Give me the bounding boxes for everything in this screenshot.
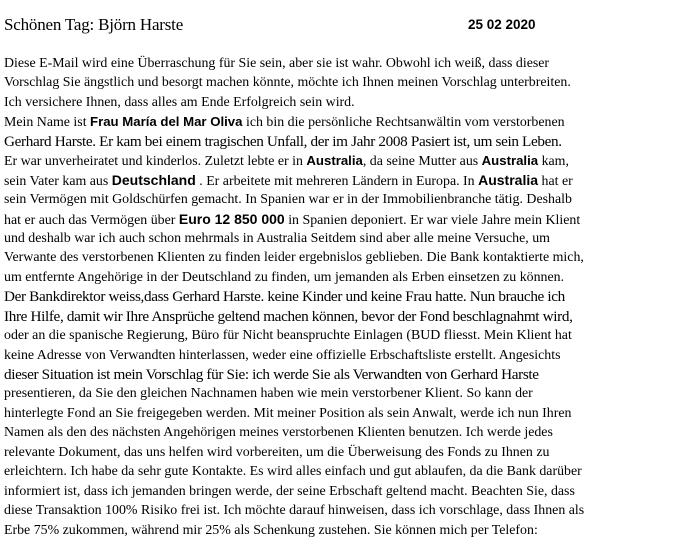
date: 25 02 2020 xyxy=(468,17,536,32)
text-line: erleichtern. Ich habe da sehr gute Kontakte. Es wird alles einfach und gut ablaufen, da die Bank darüber xyxy=(4,464,582,480)
text-line: Gerhard Harste. Er kam bei einem tragischen Unfall, der im Jahr 2008 Pasiert ist, um sein Leben. xyxy=(4,132,562,150)
text-line: um entfernte Angehörige in der Deutschland zu finden, um jemanden als Erben einsetzen zu können. xyxy=(4,269,565,285)
email-header xyxy=(4,14,694,36)
text-line xyxy=(4,151,696,170)
country-australia: Australia xyxy=(481,153,539,169)
text-segment: Er war unverheiratet und kinderlos. Zuletzt lebte er in xyxy=(4,154,307,170)
greeting: Schönen Tag: Björn Harste xyxy=(4,15,184,34)
text-line: Namen als den des nächsten Angehörigen meines verstorbenen Klienten benutzen. Ich werde jedes xyxy=(4,425,553,441)
text-line: informiert ist, dass ich jemanden bringen werde, der seine Erbschaft geltend macht. Beachten Sie, dass xyxy=(4,483,575,499)
amount: Euro 12 850 000 xyxy=(178,210,285,227)
text-line: Ich versichere Ihnen, dass alles am Ende Erfolgreich sein wird. xyxy=(4,94,355,110)
text-line xyxy=(4,112,696,131)
text-segment: , da seine Mutter aus xyxy=(362,154,482,170)
text-line xyxy=(4,210,696,229)
text-line: presentieren, da Sie den gleichen Nachnamen haben wie mein verstorbener Klient. So kann der xyxy=(4,386,533,402)
text-line xyxy=(4,171,696,190)
text-line: Vorschlag Sie ängstlich und besorgt machen könnte, möchte ich Ihnen meinen Vorschlag unterbreiten. xyxy=(4,75,571,91)
lawyer-name: Frau María del Mar Oliva xyxy=(90,114,243,130)
text-line: diese Transaktion 100% Risiko frei ist. Ich möchte darauf hinweisen, dass ich vorschlage, dass Ihnen als xyxy=(4,503,585,519)
text-line: dieser Situation ist mein Vorschlag für Sie: ich werde Sie als Verwandten von Gerhard Harste xyxy=(4,366,539,383)
text-segment: kam, xyxy=(538,154,569,170)
text-line: relevante Dokument, das uns helfen wird vorbereiten, um die Überweisung des Fonds zu Ihnen zu xyxy=(4,444,550,460)
text-segment: in Spanien deponiert. Er war viele Jahre mein Klient xyxy=(284,212,581,228)
text-line: und deshalb war ich auch schon mehrmals in Australia Seitdem sind aber alle meine Versuche, um xyxy=(4,230,550,246)
text-line: Erbe 75% zukommen, während mir 25% als Schenkung zustehen. Sie können mich per Telefon: xyxy=(4,522,538,538)
text-line: keine Adresse von Verwandten hinterlassen, weder eine offizielle Erbschaftsliste erstellt. Angesichts xyxy=(4,347,561,363)
text-line: Ihre Hilfe, damit wir Ihre Ansprüche geltend machen können, bevor der Fond beschlagnahmt wird, xyxy=(4,307,573,325)
country-australia: Australia xyxy=(478,171,539,188)
text-line: Der Bankdirektor weiss,dass Gerhard Harste. keine Kinder und keine Frau hatte. Nun brauche ich xyxy=(4,288,565,306)
text-line: sein Vermögen mit Goldschürfen gemacht. In Spanien war er in der Immobilienbranche tätig. Deshalb xyxy=(4,192,572,208)
text-line: Verwante des verstorbenen Klienten zu finden leider ergebnislos geblieben. Die Bank kontaktierte mich, xyxy=(4,250,584,266)
text-segment: . Er arbeitete mit mehreren Ländern in Europa. In xyxy=(195,173,479,189)
text-line: Diese E-Mail wird eine Überraschung für Sie sein, aber sie ist wahr. Obwohl ich weiß, dass dieser xyxy=(4,56,550,71)
text-segment: hat er xyxy=(538,173,573,189)
text-line: hinterlegte Fond an Sie freigegeben werden. Mit meiner Position als sein Anwalt, werde ich nun Ihren xyxy=(4,405,572,421)
text-line: oder an die spanische Regierung, Büro für Nicht beanspruchte Einlagen (BUD fliesst. Mein Klient hat xyxy=(4,328,572,344)
text-segment: ich bin die persönliche Rechtsanwältin vom verstorbenen xyxy=(242,115,565,131)
text-segment: hat er auch das Vermögen über xyxy=(4,212,179,228)
text-segment: Mein Name ist xyxy=(4,115,91,131)
email-body xyxy=(4,54,696,540)
country-deutschland: Deutschland xyxy=(111,171,196,188)
country-australia: Australia xyxy=(306,153,363,169)
text-segment: sein Vater kam aus xyxy=(4,173,112,189)
